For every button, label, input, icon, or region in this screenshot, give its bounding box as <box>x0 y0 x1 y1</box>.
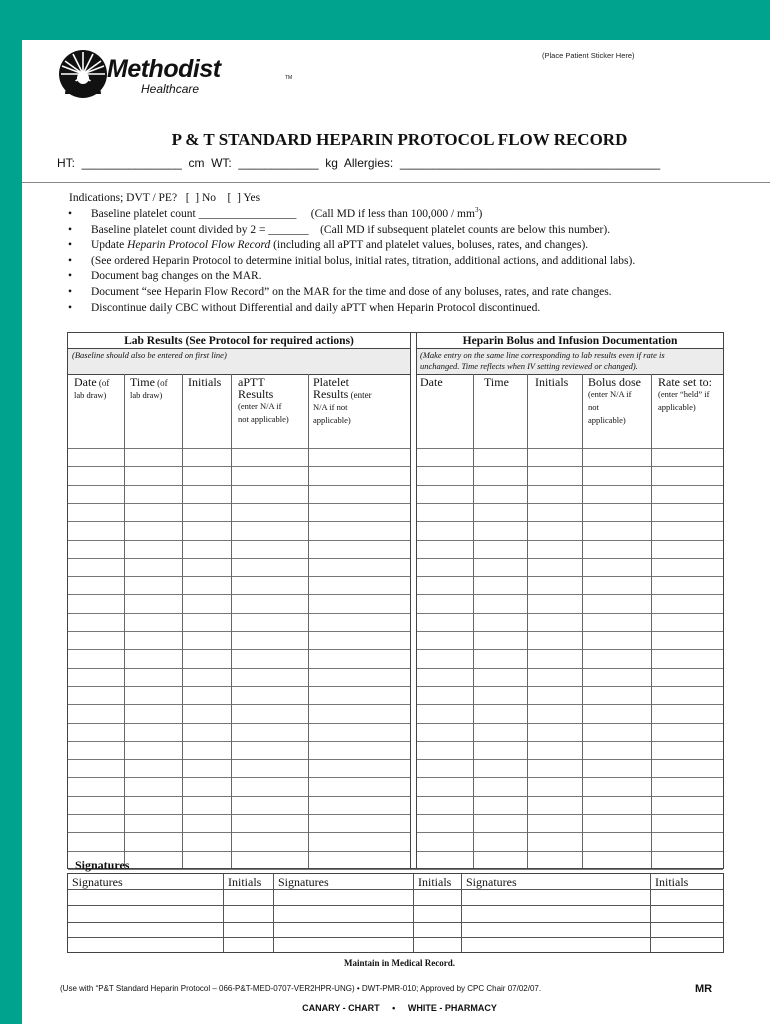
rate-set-header: Rate set to: (enter “held” if applicable) <box>658 375 712 412</box>
table-row-line <box>68 594 723 595</box>
table-row-line <box>68 466 723 467</box>
grid-line <box>651 374 652 868</box>
table-row-line <box>68 777 723 778</box>
table-row-line <box>68 723 723 724</box>
table-row-line <box>68 558 723 559</box>
usage-footnote: (Use with “P&T Standard Heparin Protocol – 066-P&T-MED-0707-VER2HPR-UNG) • DWT-PMR-010; Approved by CPC Chair 07/02/07. <box>60 984 542 993</box>
lab-date-header: Date (of lab draw) <box>74 375 110 400</box>
heparin-time-header: Time <box>484 375 509 389</box>
table-row-line <box>68 631 723 632</box>
grid-line <box>231 374 232 868</box>
list-item: • Baseline platelet count _________________ (Call MD if less than $100,000 / mm^3$) <box>68 206 483 220</box>
table-row-line <box>68 832 723 833</box>
logo-subtitle: Healthcare <box>141 82 200 96</box>
list-item: • Update Heparin Protocol Flow Record (including all aPTT and platelet values, boluses, rates, and changes). <box>68 239 589 252</box>
signature-row-line <box>68 922 723 923</box>
table-row-line <box>68 741 723 742</box>
signature-column-line <box>223 874 224 952</box>
table-row-line <box>68 613 723 614</box>
platelet-header: Platelet Results (enter N/A if not applicable) <box>313 375 372 425</box>
signature-column-line <box>413 874 414 952</box>
lab-note: (Baseline should also be entered on first line) <box>72 350 227 360</box>
list-item: • Discontinue daily CBC without Differential and daily aPTT when Heparin Protocol discontinued. <box>68 301 541 314</box>
table-row-line <box>68 668 723 669</box>
signature-row-line <box>68 905 723 906</box>
table-row-line <box>68 503 723 504</box>
logo-name: Methodist <box>107 55 221 83</box>
signature-column-line <box>650 874 651 952</box>
table-row-line <box>68 796 723 797</box>
table-row-line <box>68 686 723 687</box>
lab-initials-header: Initials <box>188 375 222 389</box>
list-item: • Document “see Heparin Flow Record” on the MAR for the time and dose of any boluses, rates, and rate changes. <box>68 285 612 298</box>
signatures-header: Signatures <box>278 875 329 889</box>
table-row-line <box>68 704 723 705</box>
signatures-table <box>67 873 724 953</box>
signature-column-line <box>273 874 274 952</box>
signature-row-line <box>68 937 723 938</box>
signatures-header: Signatures <box>72 875 123 889</box>
copy-distribution: CANARY - CHART • WHITE - PHARMACY <box>302 1003 497 1013</box>
grid-line <box>68 374 723 375</box>
heparin-title: Heparin Bolus and Infusion Documentation <box>462 335 678 347</box>
indications-line[interactable]: Indications; DVT / PE? [ ] No [ ] Yes <box>69 192 261 204</box>
list-item: • Document bag changes on the MAR. <box>68 270 262 283</box>
table-row-line <box>68 576 723 577</box>
methodist-logo <box>57 48 293 108</box>
mr-code: MR <box>695 983 713 995</box>
table-row-line <box>68 649 723 650</box>
initials-header: Initials <box>228 875 262 889</box>
grid-line <box>582 374 583 868</box>
table-row-line <box>68 540 723 541</box>
grid-line <box>473 374 474 868</box>
sunburst-icon <box>57 48 109 100</box>
table-row-line <box>68 851 723 852</box>
heparin-initials-header: Initials <box>535 375 569 389</box>
patient-sticker-label: (Place Patient Sticker Here) <box>542 51 635 60</box>
list-item: • (See ordered Heparin Protocol to determine initial bolus, initial rates, titration, additional actions, and additional labs). <box>68 254 636 267</box>
table-row-line <box>68 759 723 760</box>
table-row-line <box>68 521 723 522</box>
aptt-header: aPTT Results (enter N/A if not applicable) <box>238 375 289 424</box>
heparin-date-header: Date <box>420 375 443 389</box>
section-divider <box>410 333 417 868</box>
trademark-mark: TM <box>285 75 293 81</box>
form-page <box>22 40 770 1024</box>
bolus-dose-header: Bolus dose (enter N/A if not applicable) <box>588 375 642 425</box>
signatures-header: Signatures <box>466 875 517 889</box>
initials-header: Initials <box>655 875 689 889</box>
header-divider <box>22 182 770 183</box>
list-item: • Baseline platelet count divided by 2 = _______ (Call MD if subsequent platelet counts are below this number). <box>68 223 611 236</box>
grid-line <box>124 374 125 868</box>
instruction-list <box>64 207 635 316</box>
signatures-title: Signatures <box>75 858 130 872</box>
lab-time-header: Time (of lab draw) <box>130 375 168 400</box>
signature-column-line <box>461 874 462 952</box>
height-weight-allergies-line[interactable]: HT: _______________ cm WT: ____________ kg Allergies: _______________________________________ <box>57 156 661 170</box>
grid-line <box>527 374 528 868</box>
table-row-line <box>68 869 723 870</box>
flow-record-table <box>67 332 724 869</box>
table-row-line <box>68 814 723 815</box>
maintain-notice: Maintain in Medical Record. <box>344 958 455 968</box>
grid-line <box>68 348 723 349</box>
heparin-note-line2: unchanged. Time reflects when IV setting reviewed or changed). <box>420 361 638 371</box>
grid-line <box>308 374 309 868</box>
table-row-line <box>68 485 723 486</box>
heparin-note-line1: (Make entry on the same line corresponding to lab results even if rate is <box>420 350 665 360</box>
table-row-line <box>68 448 723 449</box>
signature-row-line <box>68 889 723 890</box>
page-title: P & T STANDARD HEPARIN PROTOCOL FLOW RECORD <box>171 130 628 149</box>
grid-line <box>182 374 183 868</box>
lab-results-title: Lab Results (See Protocol for required actions) <box>124 335 354 347</box>
initials-header: Initials <box>418 875 452 889</box>
